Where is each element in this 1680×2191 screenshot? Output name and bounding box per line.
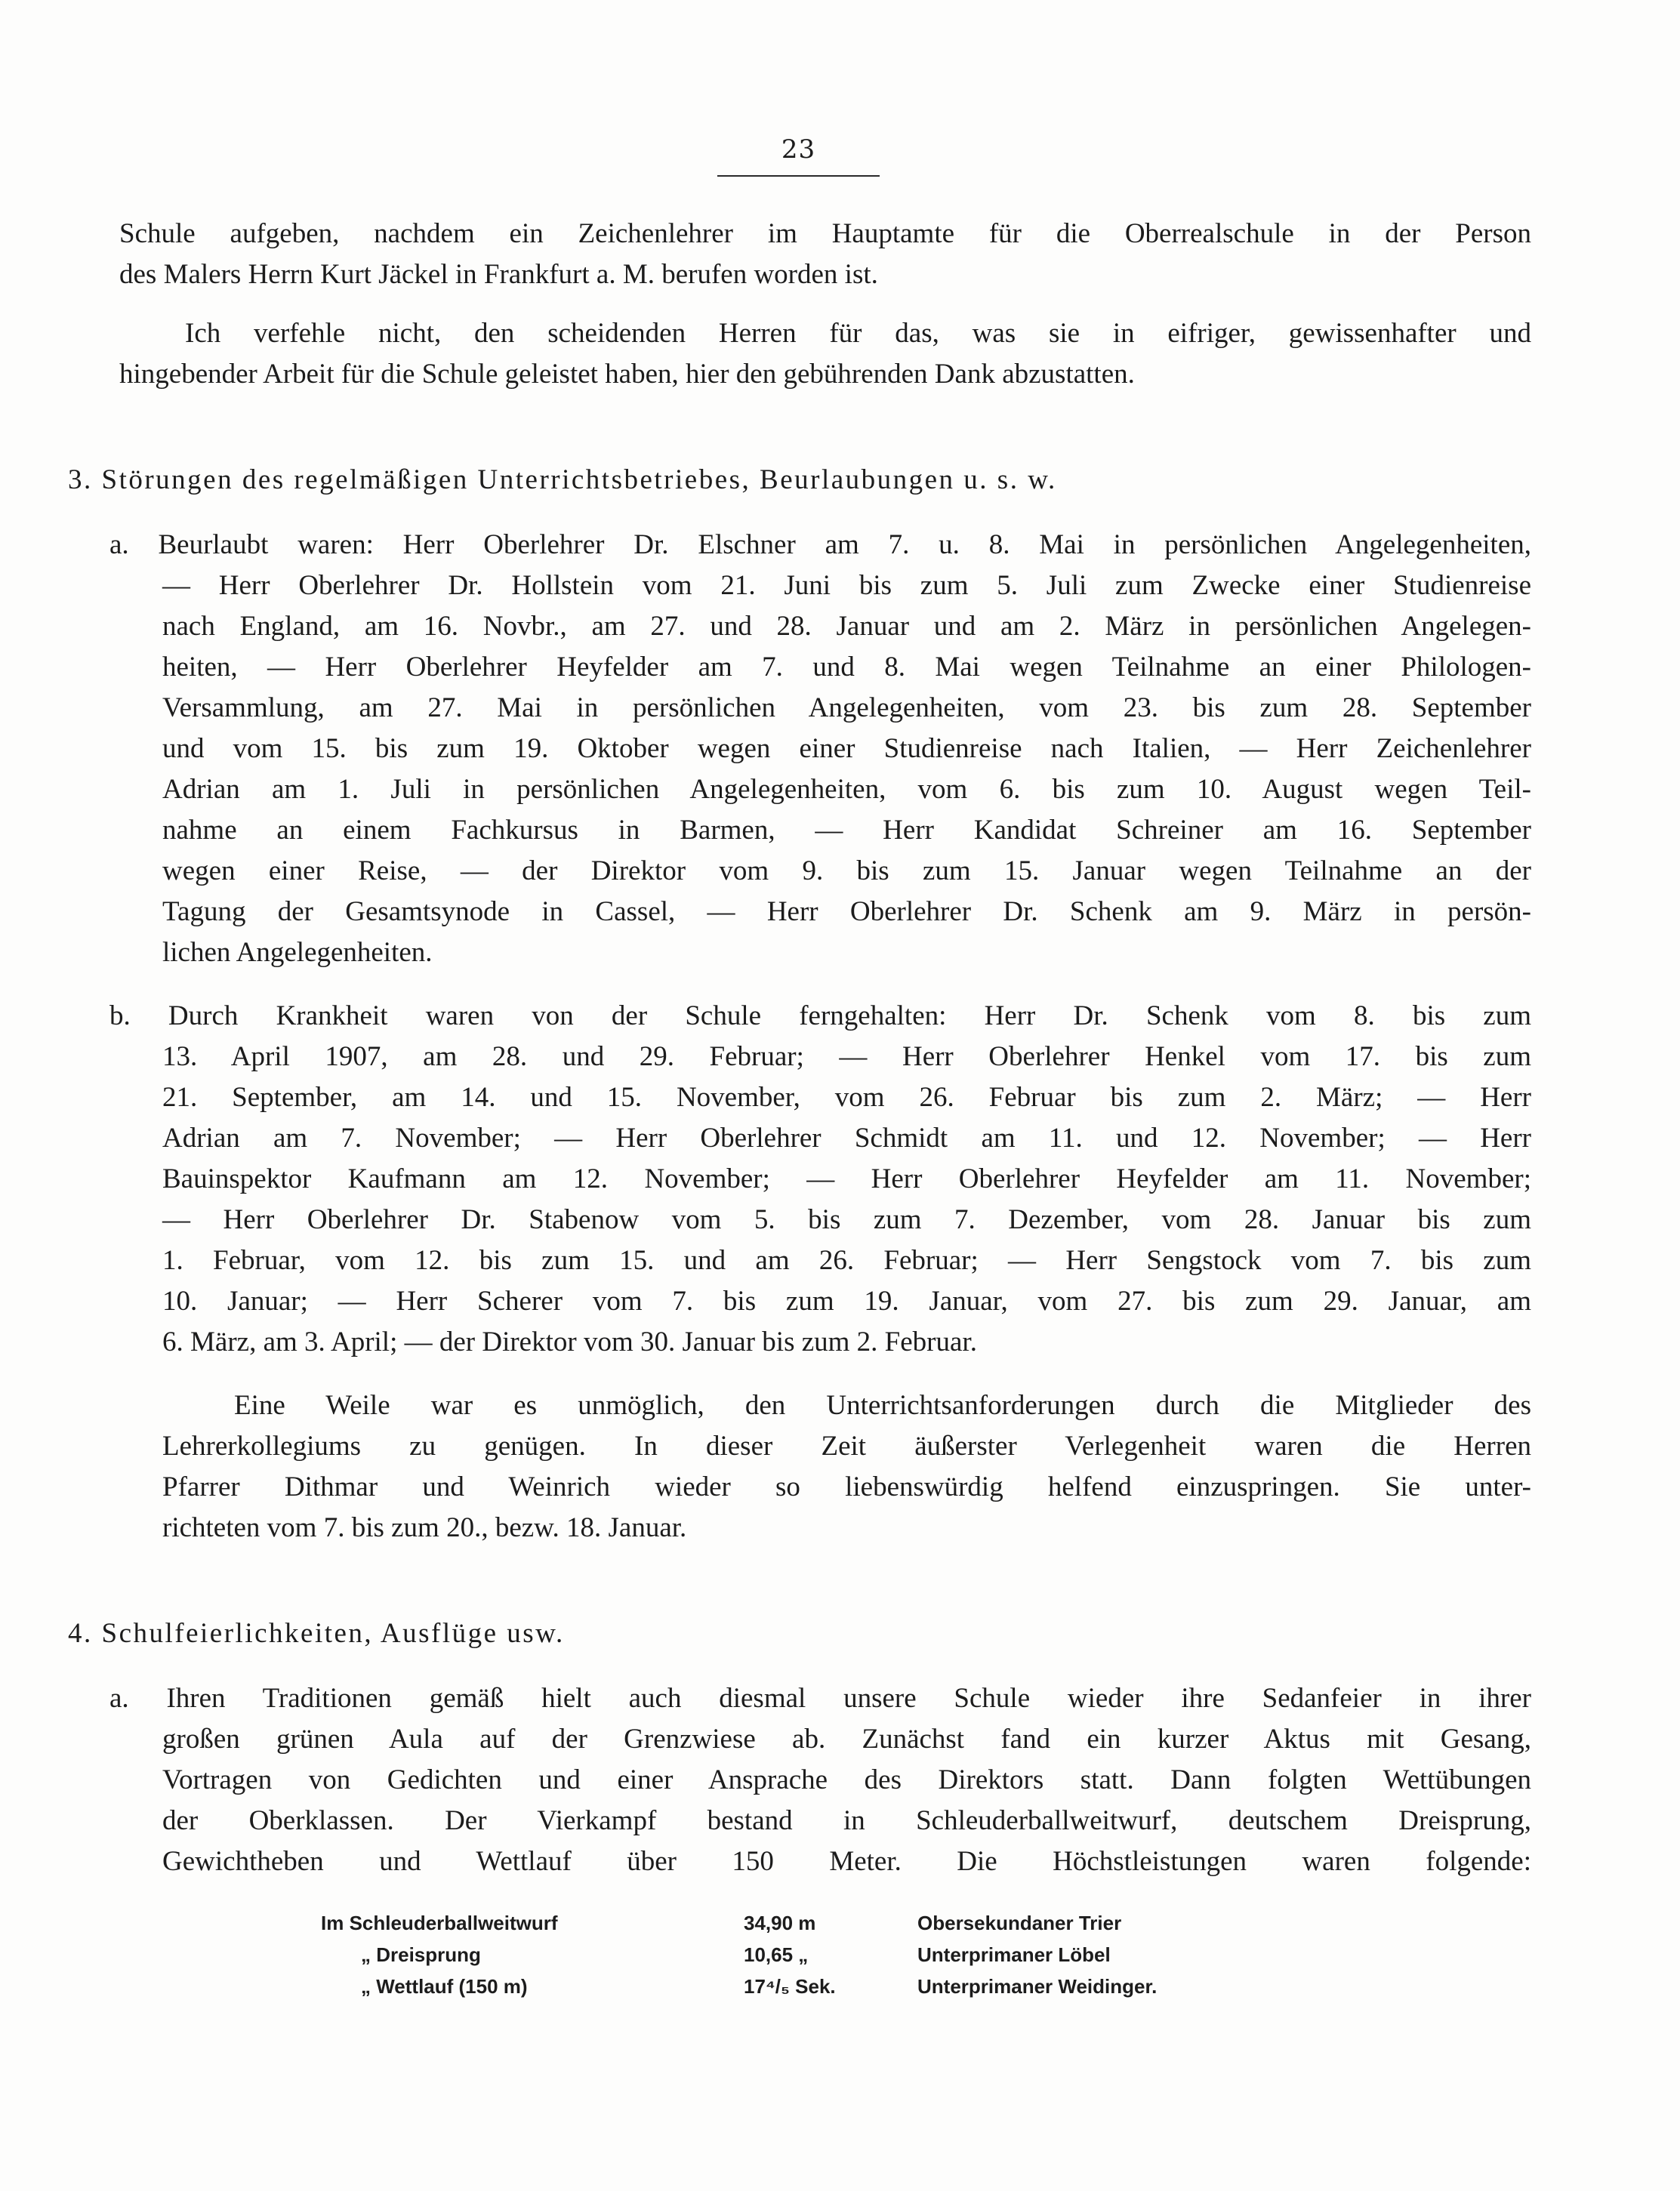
section-3a-line-2: — Herr Oberlehrer Dr. Hollstein vom 21. Juni bis zum 5. Juli zum Zwecke einer Studienreise: [162, 570, 1531, 601]
section-3b-line-4: Adrian am 7. November; — Herr Oberlehrer Schmidt am 11. und 12. November; — Herr: [162, 1123, 1531, 1154]
section-3b-line-8: 10. Januar; — Herr Scherer vom 7. bis zum 19. Januar, vom 27. bis zum 29. Januar, am: [162, 1286, 1531, 1317]
section-3a-line-4: heiten, — Herr Oberlehrer Heyfelder am 7. und 8. Mai wegen Teilnahme an einer Philologen-: [162, 652, 1531, 683]
page-number: 23: [781, 134, 816, 165]
section-4a-line-5: Gewichtheben und Wettlauf über 150 Meter. Die Höchstleistungen waren folgende:: [162, 1846, 1531, 1877]
section-3c-line-2: Lehrerkollegiums zu genügen. In dieser Zeit äußerster Verlegenheit waren die Herren: [162, 1431, 1531, 1462]
section-3c-line-1: Eine Weile war es unmöglich, den Unterrichtsanforderungen durch die Mitglieder des: [234, 1390, 1531, 1421]
section-4a-line-4: der Oberklassen. Der Vierkampf bestand in Schleuderballweitwurf, deutschem Dreisprung,: [162, 1805, 1531, 1836]
intro-line-4: hingebender Arbeit für die Schule geleistet haben, hier den gebührenden Dank abzustatten.: [119, 359, 1135, 390]
section-3c-line-3: Pfarrer Dithmar und Weinrich wieder so liebenswürdig helfend einzuspringen. Sie unter-: [162, 1471, 1531, 1502]
section-4-heading: 4. Schulfeierlichkeiten, Ausflüge usw.: [68, 1618, 565, 1649]
section-3b-line-6: — Herr Oberlehrer Dr. Stabenow vom 5. bis zum 7. Dezember, vom 28. Januar bis zum: [162, 1204, 1531, 1235]
result-value: 34,90 m: [744, 1912, 816, 1934]
section-4a-line-3: Vortragen von Gedichten und einer Ansprache des Direktors statt. Dann folgten Wettübungen: [162, 1764, 1531, 1795]
result-event: „ Dreisprung: [361, 1943, 481, 1966]
result-event: Im Schleuderballweitwurf: [321, 1912, 558, 1934]
section-3a-line-3: nach England, am 16. Novbr., am 27. und 28. Januar und am 2. März in persönlichen Angelegen-: [162, 611, 1531, 642]
result-value: 10,65 „: [744, 1943, 809, 1966]
section-3a-line-8: nahme an einem Fachkursus in Barmen, — Herr Kandidat Schreiner am 16. September: [162, 815, 1531, 846]
section-4a-line-2: großen grünen Aula auf der Grenzwiese ab. Zunächst fand ein kurzer Aktus mit Gesang,: [162, 1724, 1531, 1755]
section-3a-line-5: Versammlung, am 27. Mai in persönlichen Angelegenheiten, vom 23. bis zum 28. September: [162, 692, 1531, 723]
section-3b-line-9: 6. März, am 3. April; — der Direktor vom 30. Januar bis zum 2. Februar.: [162, 1327, 977, 1357]
section-3a-line-9: wegen einer Reise, — der Direktor vom 9. bis zum 15. Januar wegen Teilnahme an der: [162, 855, 1531, 886]
section-3b-line-7: 1. Februar, vom 12. bis zum 15. und am 26. Februar; — Herr Sengstock vom 7. bis zum: [162, 1245, 1531, 1276]
section-3a-line-1: a. Beurlaubt waren: Herr Oberlehrer Dr. Elschner am 7. u. 8. Mai in persönlichen Angelegenheiten,: [109, 529, 1531, 560]
intro-line-2: des Malers Herrn Kurt Jäckel in Frankfurt a. M. berufen worden ist.: [119, 259, 878, 290]
section-3c-line-4: richteten vom 7. bis zum 20., bezw. 18. Januar.: [162, 1512, 687, 1543]
result-name: Unterprimaner Löbel: [917, 1943, 1111, 1966]
section-4a-line-1: a. Ihren Traditionen gemäß hielt auch diesmal unsere Schule wieder ihre Sedanfeier in ihrer: [109, 1683, 1531, 1714]
result-event: „ Wettlauf (150 m): [361, 1975, 528, 1998]
intro-line-1: Schule aufgeben, nachdem ein Zeichenlehrer im Hauptamte für die Oberrealschule in der Person: [119, 218, 1531, 249]
section-3a-line-7: Adrian am 1. Juli in persönlichen Angelegenheiten, vom 6. bis zum 10. August wegen Teil-: [162, 774, 1531, 805]
section-3b-line-1: b. Durch Krankheit waren von der Schule ferngehalten: Herr Dr. Schenk vom 8. bis zum: [109, 1000, 1531, 1031]
intro-line-3: Ich verfehle nicht, den scheidenden Herren für das, was sie in eifriger, gewissenhafter und: [185, 318, 1531, 349]
section-3a-line-11: lichen Angelegenheiten.: [162, 937, 433, 968]
section-3b-line-2: 13. April 1907, am 28. und 29. Februar; — Herr Oberlehrer Henkel vom 17. bis zum: [162, 1041, 1531, 1072]
result-name: Unterprimaner Weidinger.: [917, 1975, 1158, 1998]
section-3a-line-6: und vom 15. bis zum 19. Oktober wegen einer Studienreise nach Italien, — Herr Zeichenlehrer: [162, 733, 1531, 764]
page-number-rule: [717, 175, 880, 177]
result-value: 17⁴/₅ Sek.: [744, 1975, 836, 1998]
section-3b-line-3: 21. September, am 14. und 15. November, vom 26. Februar bis zum 2. März; — Herr: [162, 1082, 1531, 1113]
section-3a-line-10: Tagung der Gesamtsynode in Cassel, — Herr Oberlehrer Dr. Schenk am 9. März in persön-: [162, 896, 1531, 927]
section-3b-line-5: Bauinspektor Kaufmann am 12. November; — Herr Oberlehrer Heyfelder am 11. November;: [162, 1163, 1531, 1194]
result-name: Obersekundaner Trier: [917, 1912, 1122, 1934]
section-3-heading: 3. Störungen des regelmäßigen Unterrichtsbetriebes, Beurlaubungen u. s. w.: [68, 464, 1057, 495]
